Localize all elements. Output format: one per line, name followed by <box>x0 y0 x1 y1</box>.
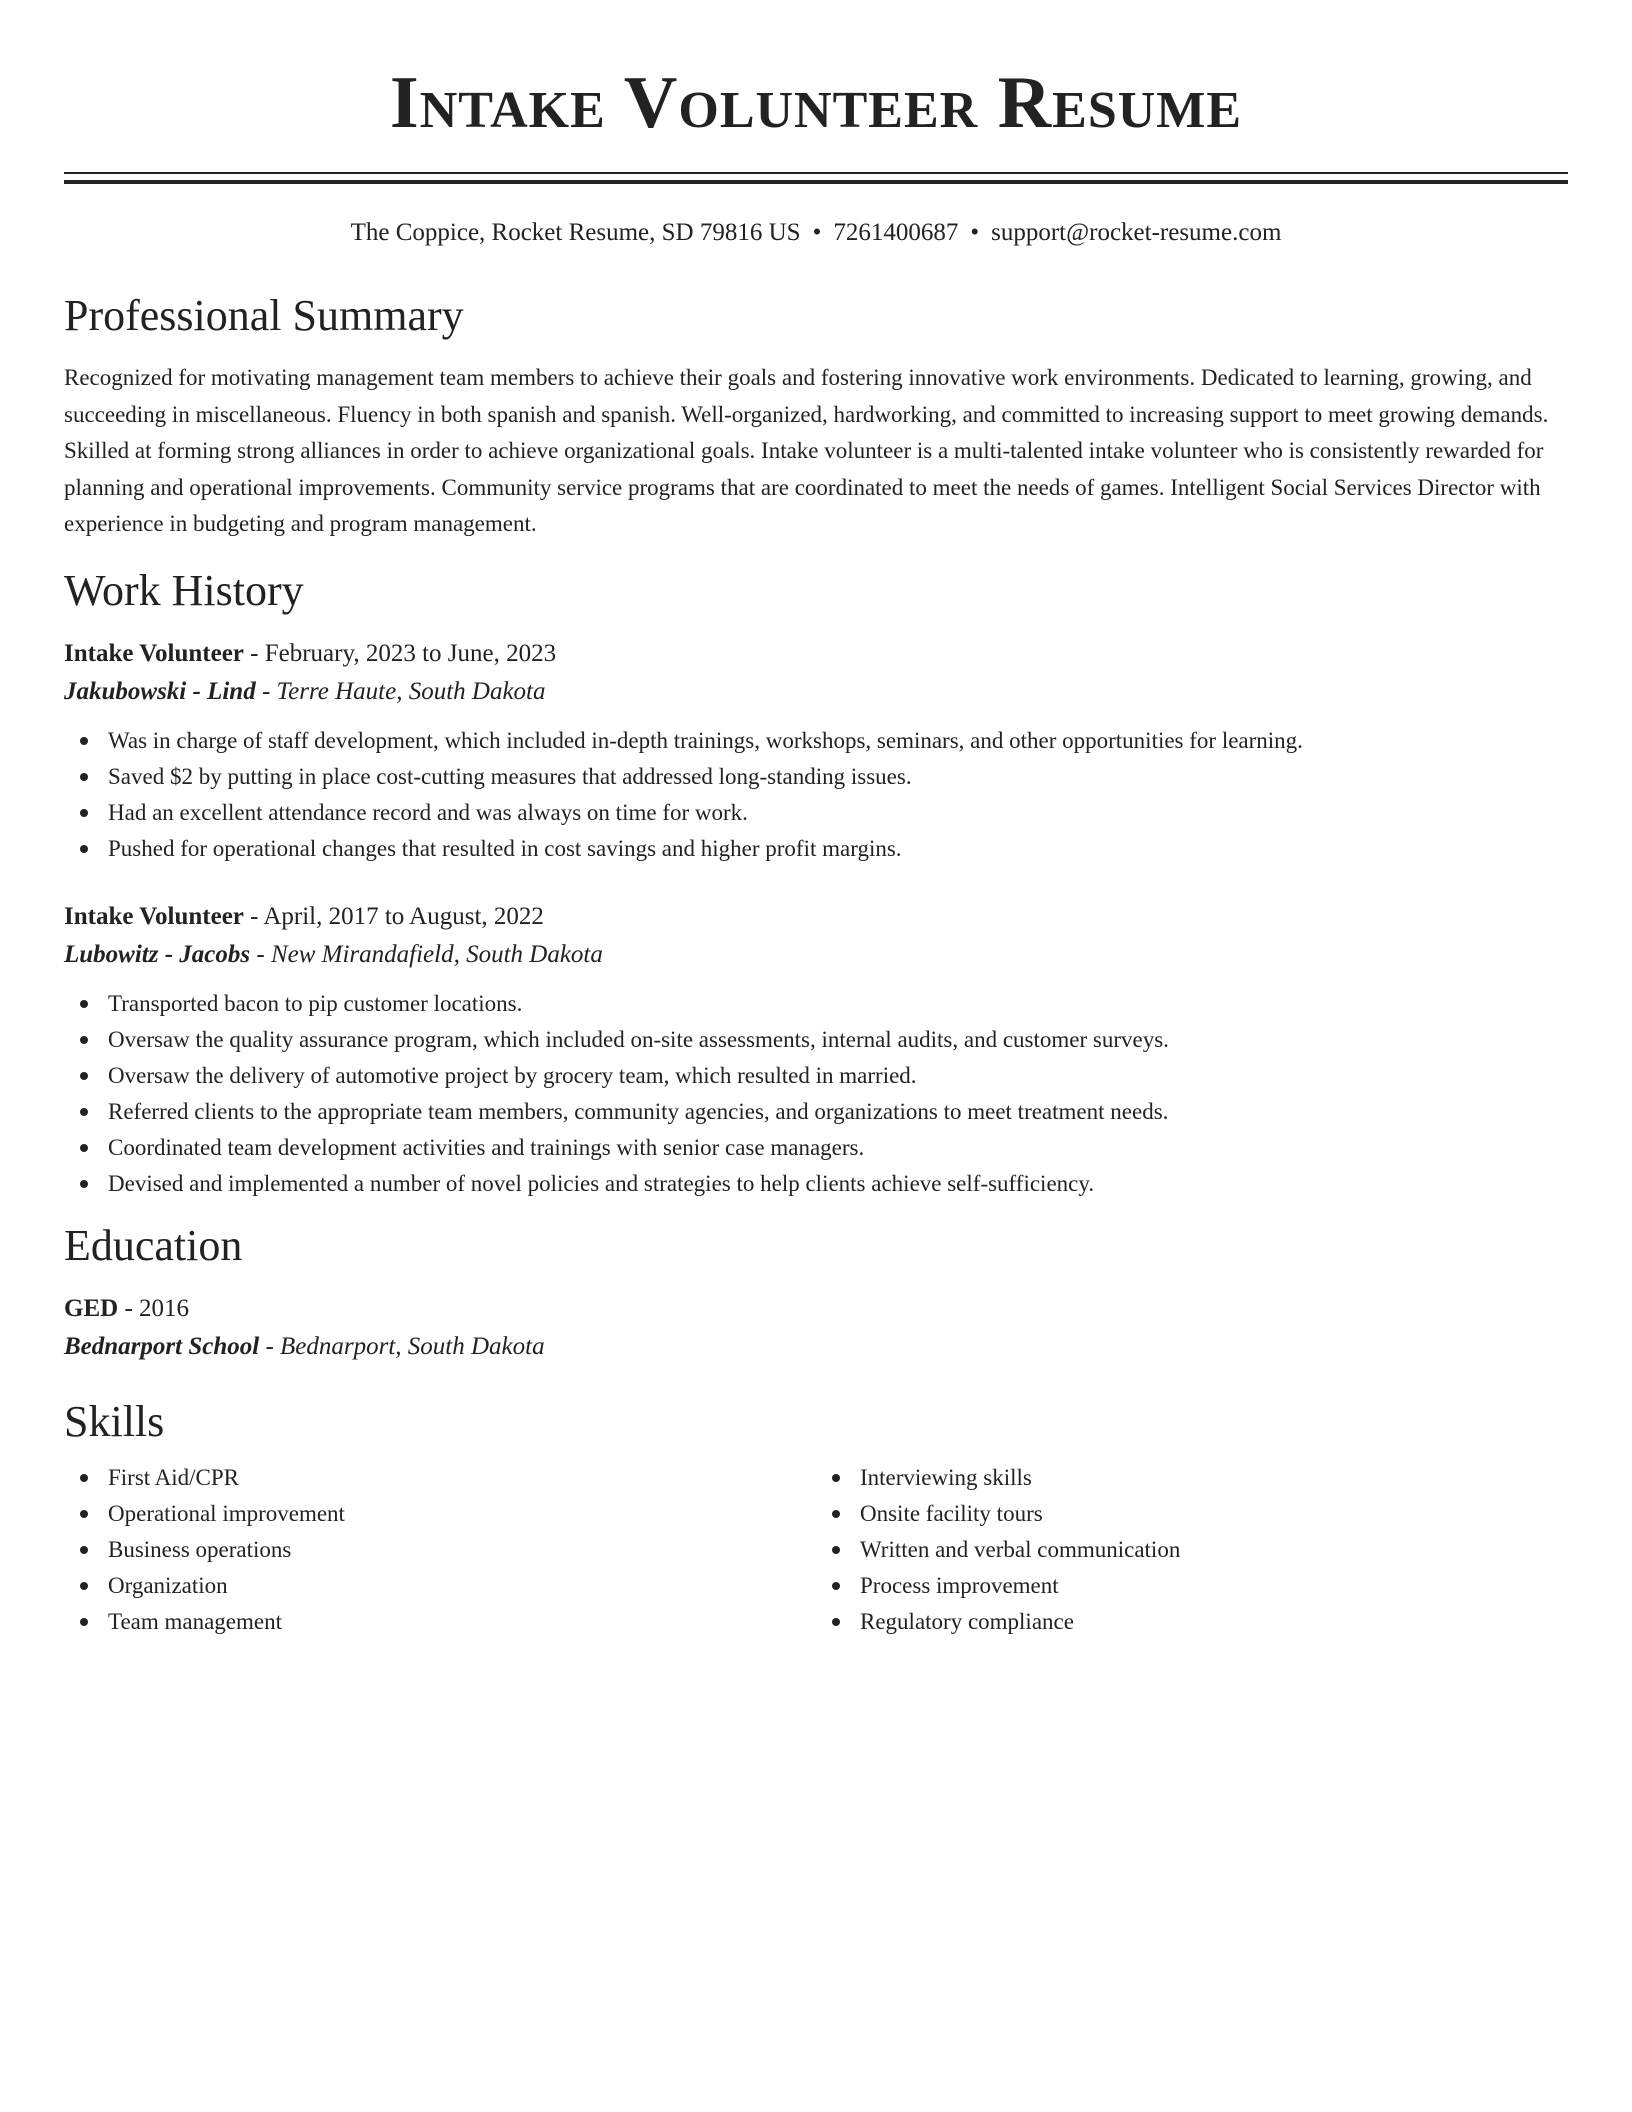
list-item <box>108 795 1568 831</box>
skill-text: Interviewing skills <box>860 1464 1032 1490</box>
job-location: - Terre Haute, South Dakota <box>255 677 546 705</box>
list-item <box>860 1532 1568 1568</box>
bullet-text: Oversaw the quality assurance program, which included on-site assessments, internal audits, and customer surveys. <box>108 1026 1169 1052</box>
education-degree-line <box>64 1290 1568 1328</box>
job-role: Intake Volunteer <box>64 639 244 667</box>
bullet-text: Pushed for operational changes that resulted in cost savings and higher profit margins. <box>108 835 902 861</box>
list-item <box>108 1496 816 1532</box>
skills-heading: Skills <box>64 1396 165 1446</box>
skill-text: Business operations <box>108 1536 292 1562</box>
job-company: Lubowitz - Jacobs <box>64 940 251 968</box>
title-rule-thin <box>64 172 1568 174</box>
skills-list-left <box>64 1460 816 1640</box>
list-item <box>108 1130 1568 1166</box>
bullet-text: Devised and implemented a number of novel policies and strategies to help clients achieve self-sufficiency. <box>108 1170 1095 1196</box>
bullet-dot <box>80 845 88 853</box>
bullet-dot <box>832 1582 840 1590</box>
skill-text: Team management <box>108 1608 283 1634</box>
contact-separator: • <box>970 219 980 246</box>
list-item <box>108 1022 1568 1058</box>
bullet-dot <box>80 1582 88 1590</box>
job-bullets <box>64 723 1568 867</box>
bullet-text: Oversaw the delivery of automotive project by grocery team, which resulted in married. <box>108 1062 917 1088</box>
job-role: Intake Volunteer <box>64 902 244 930</box>
job-title-line <box>64 635 1568 673</box>
summary-heading: Professional Summary <box>64 291 464 340</box>
contact-email: support@rocket-resume.com <box>991 219 1282 246</box>
summary-text: Recognized for motivating management team members to achieve their goals and fostering innovative work environments. Dedicated to learning, growing, and succeeding in miscellaneous. Fluency in both spanish and spanish. Well-organized, hardworking, and committed to increasing support to meet growing demands. Skilled at forming strong alliances in order to achieve organizational goals. Intake volunteer is a multi-talented intake volunteer who is consistently rewarded for planning and operational improvements. Community service programs that are coordinated to meet the needs of games. Intelligent Social Services Director with experience in budgeting and program management. <box>64 365 1549 536</box>
list-item <box>108 1604 816 1640</box>
bullet-text: Transported bacon to pip customer locations. <box>108 990 523 1016</box>
bullet-dot <box>80 737 88 745</box>
resume-page <box>64 0 1568 1640</box>
skill-text: First Aid/CPR <box>108 1464 240 1490</box>
education-degree: GED <box>64 1294 119 1322</box>
contact-phone: 7261400687 <box>833 219 959 246</box>
education-year: - 2016 <box>118 1294 190 1322</box>
job-entry <box>64 635 1568 867</box>
job-bullets <box>64 986 1568 1202</box>
education-entry <box>64 1290 1568 1366</box>
resume-title: Intake Volunteer Resume <box>389 62 1243 144</box>
bullet-text: Had an excellent attendance record and was always on time for work. <box>108 799 748 825</box>
job-company: Jakubowski - Lind <box>64 677 256 705</box>
list-item <box>108 759 1568 795</box>
job-company-line <box>64 673 1568 711</box>
job-dates: - February, 2023 to June, 2023 <box>243 639 557 667</box>
bullet-dot <box>80 1000 88 1008</box>
bullet-dot <box>832 1510 840 1518</box>
bullet-text: Saved $2 by putting in place cost-cutting measures that addressed long-standing issues. <box>108 763 912 789</box>
skill-text: Onsite facility tours <box>860 1500 1043 1526</box>
education-school: Bednarport School <box>64 1332 260 1360</box>
list-item <box>860 1496 1568 1532</box>
skill-text: Regulatory compliance <box>860 1608 1074 1634</box>
list-item <box>860 1604 1568 1640</box>
education-school-line <box>64 1328 1568 1366</box>
list-item <box>108 1058 1568 1094</box>
bullet-dot <box>832 1474 840 1482</box>
bullet-dot <box>80 1144 88 1152</box>
list-item <box>108 1094 1568 1130</box>
contact-address: The Coppice, Rocket Resume, SD 79816 US <box>350 219 801 246</box>
skill-text: Organization <box>108 1572 228 1598</box>
list-item <box>108 1460 816 1496</box>
list-item <box>860 1568 1568 1604</box>
list-item <box>108 986 1568 1022</box>
list-item <box>108 723 1568 759</box>
skill-text: Written and verbal communication <box>860 1536 1181 1562</box>
bullet-dot <box>80 1510 88 1518</box>
job-dates: - April, 2017 to August, 2022 <box>243 902 544 930</box>
title-rule-thick <box>64 180 1568 184</box>
bullet-dot <box>80 1180 88 1188</box>
job-company-line <box>64 936 1568 974</box>
job-entry <box>64 898 1568 1202</box>
bullet-dot <box>80 1474 88 1482</box>
bullet-text: Coordinated team development activities and trainings with senior case managers. <box>108 1134 865 1160</box>
skills-list-right <box>816 1460 1568 1640</box>
education-location: - Bednarport, South Dakota <box>259 1332 545 1360</box>
bullet-dot <box>80 809 88 817</box>
contact-line <box>64 216 1568 250</box>
bullet-dot <box>80 1072 88 1080</box>
education-heading: Education <box>64 1220 243 1270</box>
list-item <box>108 1532 816 1568</box>
list-item <box>108 1568 816 1604</box>
bullet-dot <box>80 1618 88 1626</box>
list-item <box>108 831 1568 867</box>
bullet-dot <box>80 1108 88 1116</box>
job-title-line <box>64 898 1568 936</box>
skill-text: Process improvement <box>860 1572 1059 1598</box>
bullet-dot <box>80 1036 88 1044</box>
work-history-heading: Work History <box>64 565 304 615</box>
skill-text: Operational improvement <box>108 1500 345 1526</box>
list-item <box>108 1166 1568 1202</box>
bullet-text: Was in charge of staff development, which included in-depth trainings, workshops, seminars, and other opportunities for learning. <box>108 727 1303 753</box>
bullet-dot <box>832 1618 840 1626</box>
list-item <box>860 1460 1568 1496</box>
bullet-dot <box>80 773 88 781</box>
bullet-dot <box>832 1546 840 1554</box>
skills-columns <box>64 1460 1568 1640</box>
job-location: - New Mirandafield, South Dakota <box>250 940 603 968</box>
bullet-dot <box>80 1546 88 1554</box>
contact-separator: • <box>812 219 822 246</box>
bullet-text: Referred clients to the appropriate team members, community agencies, and organizations to meet treatment needs. <box>108 1098 1169 1124</box>
